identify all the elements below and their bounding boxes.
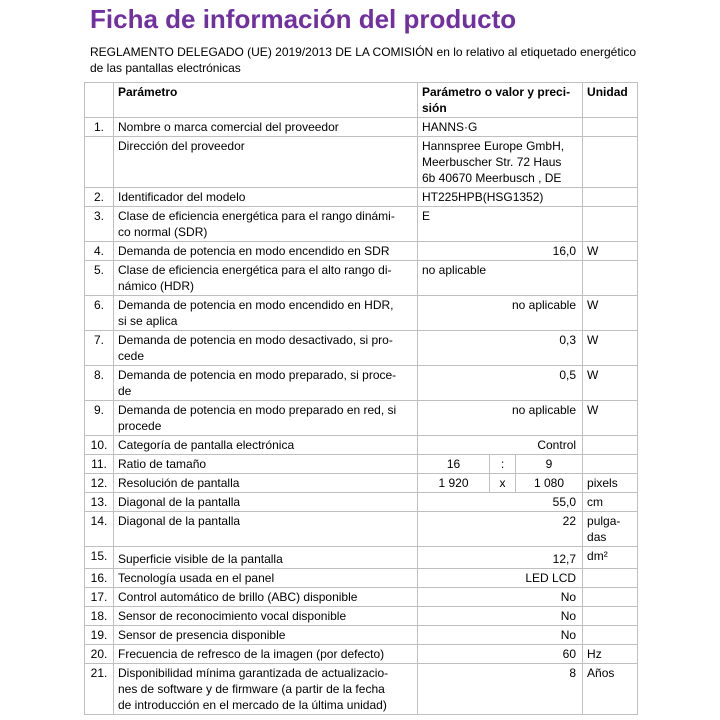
- table-row: [85, 118, 638, 137]
- table-row: [85, 331, 638, 366]
- table-row: [85, 242, 638, 261]
- row-param: Superficie visible de la pantalla: [114, 547, 418, 569]
- table-row: [85, 493, 638, 512]
- row-value: Hannspree Europe GmbH, Meerbuscher Str. 72 Haus 6b 40670 Meerbusch , DE: [418, 137, 583, 188]
- header-param: Parámetro: [114, 83, 418, 118]
- table-row: [85, 366, 638, 401]
- row-param: Ratio de tamaño: [114, 455, 418, 474]
- row-param: Demanda de potencia en modo encendido en HDR, si se aplica: [114, 296, 418, 331]
- row-unit: W: [583, 366, 638, 401]
- row-num: 9.: [85, 401, 114, 436]
- row-num: 7.: [85, 331, 114, 366]
- row-value: 22: [418, 512, 583, 547]
- row-num: 14.: [85, 512, 114, 547]
- row-unit: [583, 436, 638, 455]
- row-num: 1.: [85, 118, 114, 137]
- row-param: Nombre o marca comercial del proveedor: [114, 118, 418, 137]
- row-value: 60: [418, 645, 583, 664]
- row-unit: [583, 569, 638, 588]
- row-num: 17.: [85, 588, 114, 607]
- row-unit: pulga- das: [583, 512, 638, 547]
- row-param: Identificador del modelo: [114, 188, 418, 207]
- table-row: [85, 569, 638, 588]
- row-num: [85, 137, 114, 188]
- row-unit: W: [583, 296, 638, 331]
- row-value-b: 1 080: [516, 474, 583, 493]
- row-num: 8.: [85, 366, 114, 401]
- row-num: 16.: [85, 569, 114, 588]
- row-unit: Años: [583, 664, 638, 715]
- header-num: [85, 83, 114, 118]
- row-param: Clase de eficiencia energética para el rango dinámi- co normal (SDR): [114, 207, 418, 242]
- row-num: 20.: [85, 645, 114, 664]
- row-value: 8: [418, 664, 583, 715]
- row-param: Demanda de potencia en modo desactivado, si pro- cede: [114, 331, 418, 366]
- row-value: no aplicable: [418, 401, 583, 436]
- row-value: 12,7: [418, 547, 583, 569]
- row-value: 16,0: [418, 242, 583, 261]
- row-value: HANNS·G: [418, 118, 583, 137]
- row-value-sep: :: [490, 455, 516, 474]
- header-unit: Unidad: [583, 83, 638, 118]
- row-value-a: 1 920: [418, 474, 490, 493]
- table-row: [85, 455, 638, 474]
- row-num: 3.: [85, 207, 114, 242]
- row-value: E: [418, 207, 583, 242]
- row-param: Tecnología usada en el panel: [114, 569, 418, 588]
- row-value: No: [418, 607, 583, 626]
- product-info-table: [84, 82, 638, 715]
- row-param: Resolución de pantalla: [114, 474, 418, 493]
- row-param: Demanda de potencia en modo encendido en SDR: [114, 242, 418, 261]
- row-value: No: [418, 626, 583, 645]
- row-unit: W: [583, 401, 638, 436]
- table-row: [85, 188, 638, 207]
- row-unit: Hz: [583, 645, 638, 664]
- row-value: no aplicable: [418, 261, 583, 296]
- row-unit: [583, 207, 638, 242]
- row-unit: W: [583, 242, 638, 261]
- row-value: 0,5: [418, 366, 583, 401]
- table-row: [85, 512, 638, 547]
- row-param: Control automático de brillo (ABC) disponible: [114, 588, 418, 607]
- regulation-subtitle: REGLAMENTO DELEGADO (UE) 2019/2013 DE LA COMISIÓN en lo relativo al etiquetado energético de las pantallas electrónicas: [90, 45, 637, 75]
- row-num: 15.: [85, 547, 114, 569]
- row-param: Sensor de presencia disponible: [114, 626, 418, 645]
- row-unit: dm²: [583, 547, 638, 569]
- table-row: [85, 474, 638, 493]
- row-unit: [583, 588, 638, 607]
- row-value-b: 9: [516, 455, 583, 474]
- table-header-row: [85, 83, 638, 118]
- row-num: 11.: [85, 455, 114, 474]
- row-param: Diagonal de la pantalla: [114, 512, 418, 547]
- row-value: 55,0: [418, 493, 583, 512]
- page-title: Ficha de información del producto: [90, 4, 517, 34]
- row-unit: [583, 261, 638, 296]
- row-unit: [583, 137, 638, 188]
- row-unit: [583, 188, 638, 207]
- row-num: 6.: [85, 296, 114, 331]
- table-row: [85, 645, 638, 664]
- row-unit: [583, 626, 638, 645]
- header-value: Parámetro o valor y preci- sión: [418, 83, 583, 118]
- row-value: 0,3: [418, 331, 583, 366]
- row-num: 18.: [85, 607, 114, 626]
- row-num: 19.: [85, 626, 114, 645]
- row-num: 10.: [85, 436, 114, 455]
- row-num: 13.: [85, 493, 114, 512]
- row-num: 2.: [85, 188, 114, 207]
- table-row: [85, 664, 638, 715]
- row-param: Disponibilidad mínima garantizada de actualizacio- nes de software y de firmware (a partir de la fecha de introducción en el mercado de la última unidad): [114, 664, 418, 715]
- row-value: LED LCD: [418, 569, 583, 588]
- row-value-a: 16: [418, 455, 490, 474]
- row-value: no aplicable: [418, 296, 583, 331]
- table-row: [85, 207, 638, 242]
- row-param: Sensor de reconocimiento vocal disponible: [114, 607, 418, 626]
- row-unit: [583, 118, 638, 137]
- row-value: Control: [418, 436, 583, 455]
- row-value-sep: x: [490, 474, 516, 493]
- row-value: HT225HPB(HSG1352): [418, 188, 583, 207]
- row-unit: pixels: [583, 474, 638, 493]
- row-num: 5.: [85, 261, 114, 296]
- table-row: [85, 547, 638, 569]
- table-row: [85, 607, 638, 626]
- table-row: [85, 436, 638, 455]
- table-row: [85, 137, 638, 188]
- row-param: Demanda de potencia en modo preparado en red, si procede: [114, 401, 418, 436]
- row-param: Clase de eficiencia energética para el alto rango di- námico (HDR): [114, 261, 418, 296]
- row-param: Diagonal de la pantalla: [114, 493, 418, 512]
- row-num: 4.: [85, 242, 114, 261]
- row-num: 12.: [85, 474, 114, 493]
- row-unit: W: [583, 331, 638, 366]
- row-param: Demanda de potencia en modo preparado, si proce- de: [114, 366, 418, 401]
- row-param: Dirección del proveedor: [114, 137, 418, 188]
- table-row: [85, 261, 638, 296]
- table-row: [85, 296, 638, 331]
- row-unit: [583, 607, 638, 626]
- row-param: Frecuencia de refresco de la imagen (por defecto): [114, 645, 418, 664]
- row-unit: cm: [583, 493, 638, 512]
- table-row: [85, 588, 638, 607]
- row-num: 21.: [85, 664, 114, 715]
- row-unit: [583, 455, 638, 474]
- row-param: Categoría de pantalla electrónica: [114, 436, 418, 455]
- row-value: No: [418, 588, 583, 607]
- table-row: [85, 626, 638, 645]
- table-row: [85, 401, 638, 436]
